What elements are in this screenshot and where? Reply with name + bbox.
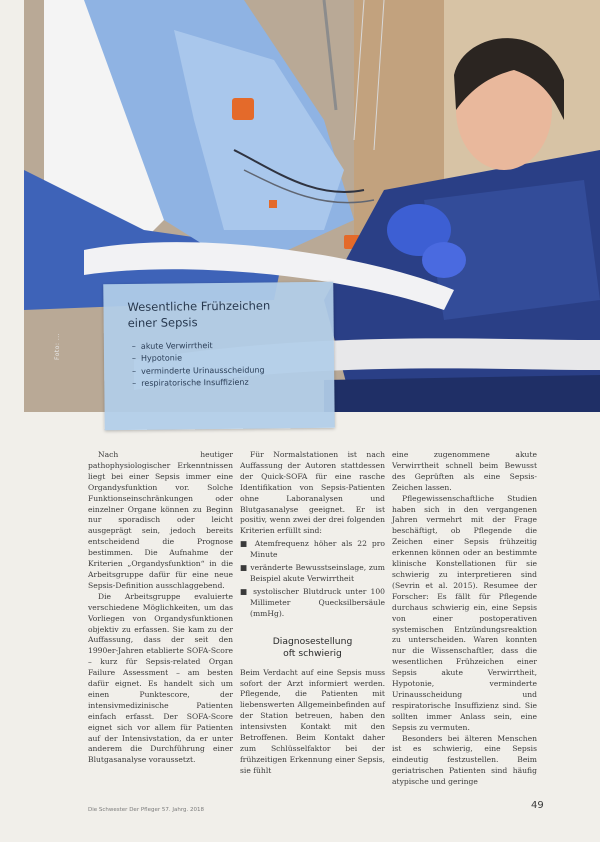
subheading-line2: oft schwierig bbox=[283, 647, 342, 659]
paragraph: Nach heutiger pathophysiologischer Erkenntnissen liegt bei einer Sepsis immer eine Organdysfunktion vor. Solche Funktionseinschränkungen oder einzelner Organe können zu Beginn nur sporadisch oder leicht ausgeprägt sein, jedoch bereits entscheidend die Prognose bestimmen. Die Aufnahme der Kriterien „Organdysfunktion“ in die Arbeitsgruppe dafür für eine neue Sepsis-Definition ausschlaggebend. bbox=[88, 450, 233, 590]
infobox-item: – verminderte Urinausscheidung bbox=[132, 364, 320, 378]
early-signs-infobox bbox=[103, 282, 335, 430]
paragraph: Für Normalstationen ist nach Auffassung der Autoren stattdessen der Quick-SOFA für eine rasche Identifikation von Sepsis-Patienten ohne Laboranalysen und Blutgasanalyse geeignet. Er ist positiv, wenn zwei der drei folgenden Kriterien erfüllt sind: bbox=[240, 450, 385, 536]
infobox-title-line2: einer Sepsis bbox=[127, 314, 198, 330]
photo-credit: Foto: ... bbox=[54, 332, 61, 360]
page-number: 49 bbox=[531, 800, 544, 811]
infobox-title bbox=[127, 298, 319, 331]
infobox-item: – akute Verwirrtheit bbox=[132, 339, 320, 353]
paragraph: Beim Verdacht auf eine Sepsis muss sofort der Arzt informiert werden. Pflegende, die Patienten mit liebenswerten Allgemeinbefinden auf der Station betreuen, haben den intensivsten Kontakt mit den Betroffenen. Beim Kontakt daher zum Schlüsselfaktor bei der frühzeitigen Erkennung einer Sepsis, sie fühlt bbox=[240, 667, 385, 775]
criteria-bullet: ■ veränderte Bewusstseinslage, zum Beispiel akute Verwirrtheit bbox=[240, 563, 385, 583]
subheading-line1: Diagnosestellung bbox=[272, 635, 353, 647]
section-subheading bbox=[240, 636, 385, 660]
infobox-item: – respiratorische Insuffizienz bbox=[132, 376, 320, 390]
text-column-1 bbox=[88, 450, 233, 766]
paragraph: Die Arbeitsgruppe evaluierte verschiedene Möglichkeiten, um das Vorliegen von Organdysfunktionen objektiv zu erfassen. Sie kam zu der Auffassung, dass der seit den 1990er-Jahren etablierte SOFA-Score – kurz für Sepsis-related Organ Failure Assessment – am besten dafür eignet. Es handelt sich um einen Punktescore, der intensivmedizinische Patienten einfach erfasst. Der SOFA-Score eignet sich vor allem für Patienten auf der Intensivstation, da er unter anderem die Durchführung einer Blutgasanalyse voraussetzt. bbox=[88, 591, 233, 765]
infobox-list bbox=[122, 339, 321, 391]
text-column-2 bbox=[240, 450, 385, 777]
criteria-bullet: ■ Atemfrequenz höher als 22 pro Minute bbox=[240, 539, 385, 560]
page-footer: Die Schwester Der Pfleger 57. Jahrg. 2018 bbox=[88, 807, 204, 813]
criteria-bullet: ■ systolischer Blutdruck unter 100 Millimeter Quecksilbersäule (mmHg). bbox=[240, 586, 385, 618]
paragraph: eine zugenommene akute Verwirrtheit schnell beim Bewusst des Geprüften als eine Sepsis-Zeichen lassen. bbox=[392, 450, 537, 492]
infobox-title-line1: Wesentliche Frühzeichen bbox=[127, 298, 271, 314]
text-column-3 bbox=[392, 450, 537, 788]
paragraph: Pflegewissenschaftliche Studien haben sich in den vergangenen Jahren vermehrt mit der Frage beschäftigt, ob Pflegende die Zeichen einer Sepsis frühzeitig erkennen können oder an bestimmte klinische Konstellationen für sie schwierig zu interpretieren sind (Sevrin et al. 2015). Resumee der Forscher: Es fällt für Pflegende durchaus schwierig ein, eine Sepsis von einer postoperativen systemischen Entzündungsreaktion zu unterscheiden. Waren konnten nur die Wissenschaftler, dass die wesentlichen Frühzeichen einer Sepsis akute Verwirrtheit, Hypotonie, verminderte Urinausscheidung und respiratorische Insuffizienz sind. Sie sollten immer Anlass sein, eine Sepsis zu vermuten. bbox=[392, 493, 537, 732]
infobox-item: – Hypotonie bbox=[132, 351, 320, 365]
paragraph: Besonders bei älteren Menschen ist es schwierig, eine Sepsis eindeutig festzustellen. Beim geriatrischen Patienten sind häufig atypische und geringe bbox=[392, 733, 537, 787]
